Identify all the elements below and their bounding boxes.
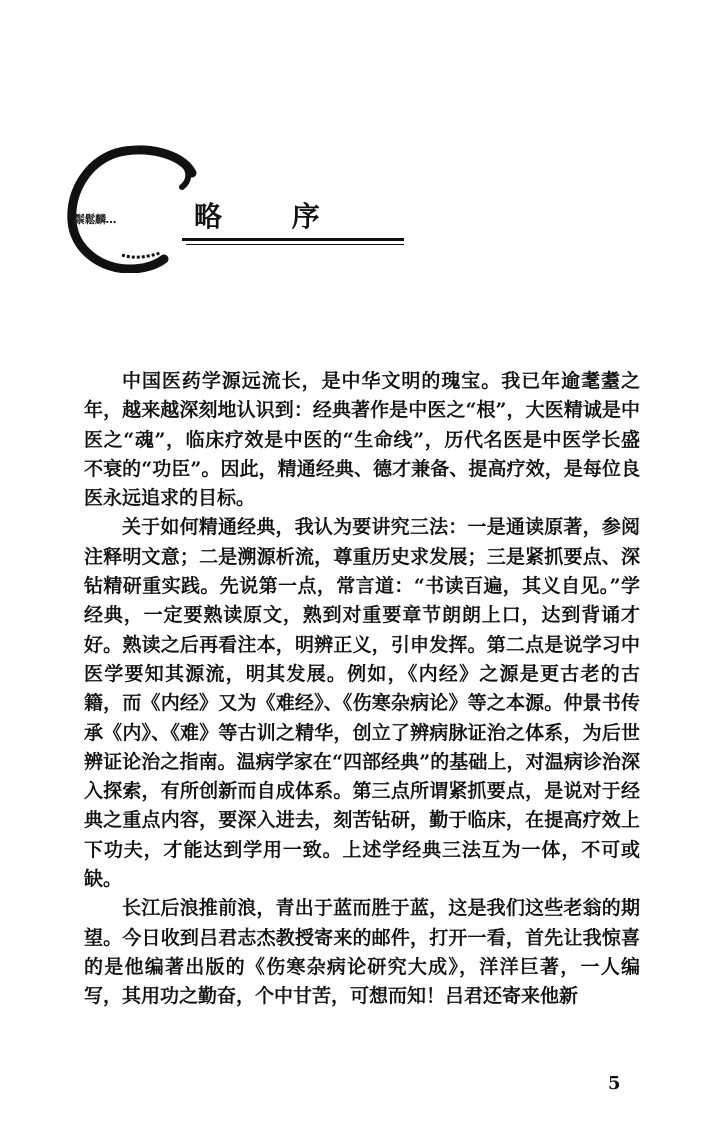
page-title: 略 序 <box>194 200 350 233</box>
page-number: 5 <box>608 1073 621 1094</box>
chapter-header <box>64 143 354 273</box>
title-underline-thick <box>182 238 404 241</box>
brush-stroke-c-icon <box>64 143 204 273</box>
paragraph-2: 关于如何精通经典，我认为要讲究三法：一是通读原著，参阅注释明文意；二是溯源析流，尊重历史求发展；三是紧抓要点、深钻精研重实践。先说第一点，常言道：“书读百遍，其义自见。”学经典，一定要熟读原文，熟到对重要章节朗朗上口，达到背诵才好。熟读之后再看注本，明辨正义，引申发挥。第二点是说学习中医学要知其源流，明其发展。例如，《内经》之源是更古老的古籍，而《内经》又为《难经》、《伤寒杂病论》等之本源。仲景书传承《内》、《难》等古训之精华，创立了辨病脉证治之体系，为后世辨证论治之指南。温病学家在“四部经典”的基础上，对温病诊治深入探索，有所创新而自成体系。第三点所谓紧抓要点，是说对于经典之重点内容，要深入进去，刻苦钻研，勤于临床，在提高疗效上下功夫，才能达到学用一致。上述学经典三法互为一体，不可或缺。 <box>84 516 640 891</box>
title-underline-thin <box>186 244 404 245</box>
paragraph-3: 长江后浪推前浪，青出于蓝而胜于蓝，这是我们这些老翁的期望。今日收到吕君志杰教授寄来的邮件，打开一看，首先让我惊喜的是他编著出版的《伤寒杂病论研究大成》，洋洋巨著，一人编写，其用功之勤奋，个中甘苦，可想而知！吕君还寄来他新 <box>84 897 640 1008</box>
preface-body <box>84 367 640 1012</box>
paragraph-1: 中国医药学源远流长，是中华文明的瑰宝。我已年逾耄耋之年，越来越深刻地认识到：经典著作是中医之“根”，大医精诚是中医之“魂”，临床疗效是中医的“生命线”，历代名医是中医学长盛不衰的“功臣”。因此，精通经典、德才兼备、提高疗效，是每位良医永远追求的目标。 <box>84 370 640 510</box>
ornament-script-text: 鬃鬆麟… <box>74 213 116 226</box>
